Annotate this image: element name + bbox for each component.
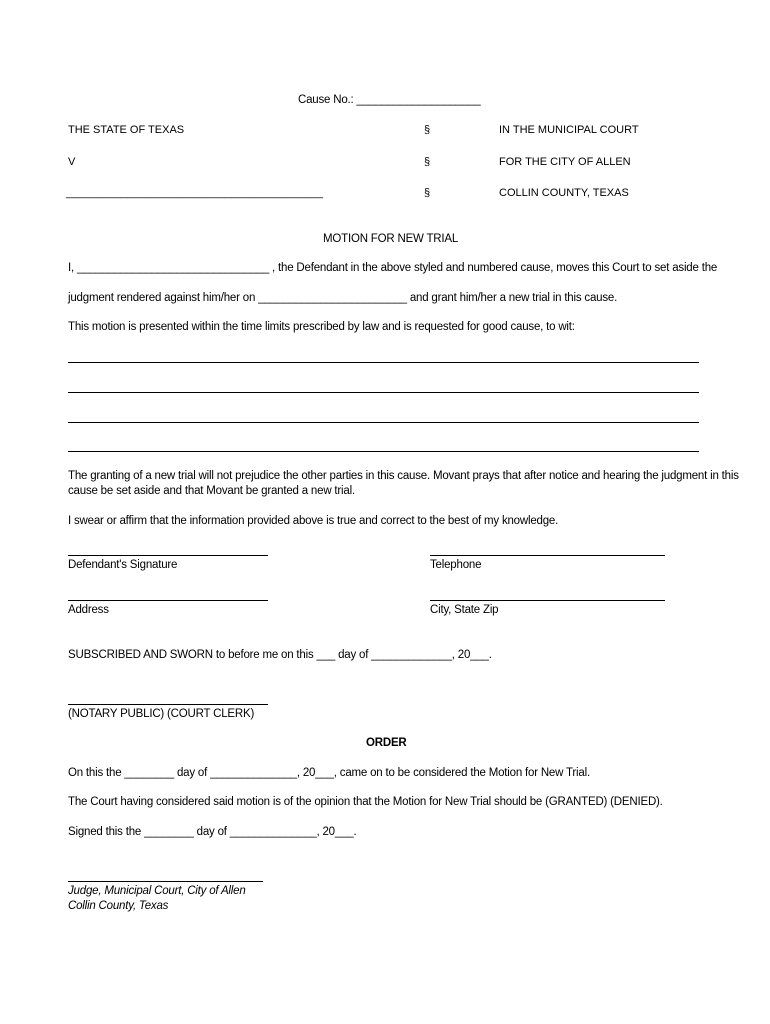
order-line-2: The Court having considered said motion is of the opinion that the Motion for New Trial should be (GRANTED) (DENIED).: [68, 796, 663, 808]
reason-line: [68, 392, 699, 393]
judge-signature-line: [68, 881, 263, 882]
notary-line: [68, 704, 268, 705]
granting-paragraph-line-2: cause be set aside and that Movant be granted a new trial.: [68, 485, 355, 497]
caption-defendant-blank: __________________________________________: [66, 187, 323, 199]
section-symbol: §: [424, 187, 431, 199]
reason-line: [68, 362, 699, 363]
signature-line: [68, 555, 268, 556]
granting-paragraph-line-1: The granting of a new trial will not prejudice the other parties in this cause. Movant prays that after notice and hearing the judgment in this: [68, 470, 739, 482]
reason-line: [68, 422, 699, 423]
order-line-3: Signed this the ________ day of ______________, 20___.: [68, 826, 357, 838]
caption-city: FOR THE CITY OF ALLEN: [499, 156, 631, 168]
caption-state: THE STATE OF TEXAS: [68, 124, 185, 136]
caption-county: COLLIN COUNTY, TEXAS: [499, 187, 629, 199]
subscribed-sworn: SUBSCRIBED AND SWORN to before me on this ___ day of _____________, 20___.: [68, 649, 492, 661]
motion-line-1: I, _______________________________ , the Defendant in the above styled and numbered cause, moves this Court to set aside the: [68, 262, 718, 274]
city-state-zip-label: City, State Zip: [430, 604, 499, 616]
reason-line: [68, 451, 699, 452]
address-label: Address: [68, 604, 109, 616]
judge-title: Judge, Municipal Court, City of Allen: [68, 885, 246, 897]
document-title: MOTION FOR NEW TRIAL: [323, 233, 459, 245]
caption-court: IN THE MUNICIPAL COURT: [499, 124, 639, 136]
motion-line-3: This motion is presented within the time limits prescribed by law and is requested for good cause, to wit:: [68, 321, 575, 333]
address-line: [68, 600, 268, 601]
section-symbol: §: [424, 156, 431, 168]
telephone-line: [430, 555, 665, 556]
telephone-label: Telephone: [430, 559, 482, 571]
notary-label: (NOTARY PUBLIC) (COURT CLERK): [68, 708, 255, 720]
order-heading: ORDER: [366, 737, 407, 749]
caption-versus: V: [68, 156, 76, 168]
judge-county: Collin County, Texas: [68, 900, 169, 912]
motion-line-2: judgment rendered against him/her on ________________________ and grant him/her a new trial in this cause.: [68, 292, 618, 304]
swear-statement: I swear or affirm that the information provided above is true and correct to the best of my knowledge.: [68, 515, 559, 527]
city-line: [430, 600, 665, 601]
defendant-signature-label: Defendant's Signature: [68, 559, 178, 571]
order-line-1: On this the ________ day of ______________, 20___, came on to be considered the Motion for New Trial.: [68, 767, 590, 779]
cause-number: Cause No.: ____________________: [298, 94, 481, 106]
section-symbol: §: [424, 124, 431, 136]
